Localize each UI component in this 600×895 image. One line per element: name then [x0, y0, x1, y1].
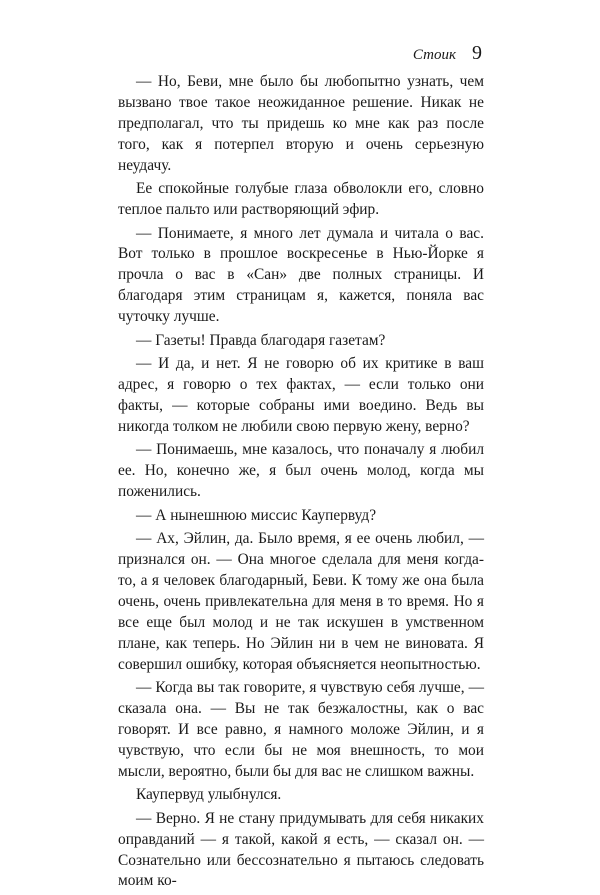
paragraph: — Ах, Эйлин, да. Было время, я ее очень любил, — признался он. — Она многое сделала для меня когда-то, а я человек благодарный, Беви. К тому же она была очень, очень привлекательна для меня в то время. Но я все еще был молод и не так искушен в умственном плане, как теперь. Но Эйлин ни в чем не виновата. Я совершил ошибку, которая объясняется неопытностью.	[118, 530, 484, 673]
running-head-title: Стоик	[412, 47, 456, 63]
paragraph: — Но, Беви, мне было бы любопытно узнать, чем вызвано твое такое неожиданное решение. Никак не предполагал, что ты придешь ко мне как раз после того, как я потерпел вторую и очень серьезную неудачу.	[118, 73, 484, 174]
page-number: 9	[472, 42, 482, 64]
paragraph: — И да, и нет. Я не говорю об их критике в ваш адрес, я говорю о тех фактах, — если только они факты, — которые собраны ими воедино. Ведь вы никогда толком не любили свою первую жену, верно?	[118, 355, 484, 435]
body-text	[118, 72, 484, 895]
paragraph: — А нынешнюю миссис Каупервуд?	[136, 506, 377, 524]
paragraph: — Газеты! Правда благодаря газетам?	[136, 331, 386, 349]
paragraph: — Понимаешь, мне казалось, что поначалу я любил ее. Но, конечно же, я был очень молод, когда мы поженились.	[118, 441, 484, 501]
paragraph: — Понимаете, я много лет думала и читала о вас. Вот только в прошлое воскресенье в Нью-Йорке я прочла о вас в «Сан» две полных страницы. И благодаря этим страницам я, кажется, поняла вас чуточку лучше.	[118, 224, 484, 326]
paragraph: Каупервуд улыбнулся.	[136, 786, 282, 804]
paragraph: — Верно. Я не стану придумывать для себя никаких оправданий — я такой, какой я есть, — сказал он. — Сознательно или бессознательно я пытаюсь следовать моим ко-	[118, 809, 484, 890]
running-head	[413, 42, 482, 65]
paragraph: — Когда вы так говорите, я чувствую себя лучше, — сказала она. — Вы не так безжалостны, как о вас говорят. И все равно, я намного моложе Эйлин, и я чувствую, что если бы не моя внешность, то мои мысли, вероятно, были бы для вас не слишком важны.	[118, 679, 484, 780]
paragraph: Ее спокойные голубые глаза обволокли его, словно теплое пальто или растворяющий эфир.	[118, 180, 484, 219]
